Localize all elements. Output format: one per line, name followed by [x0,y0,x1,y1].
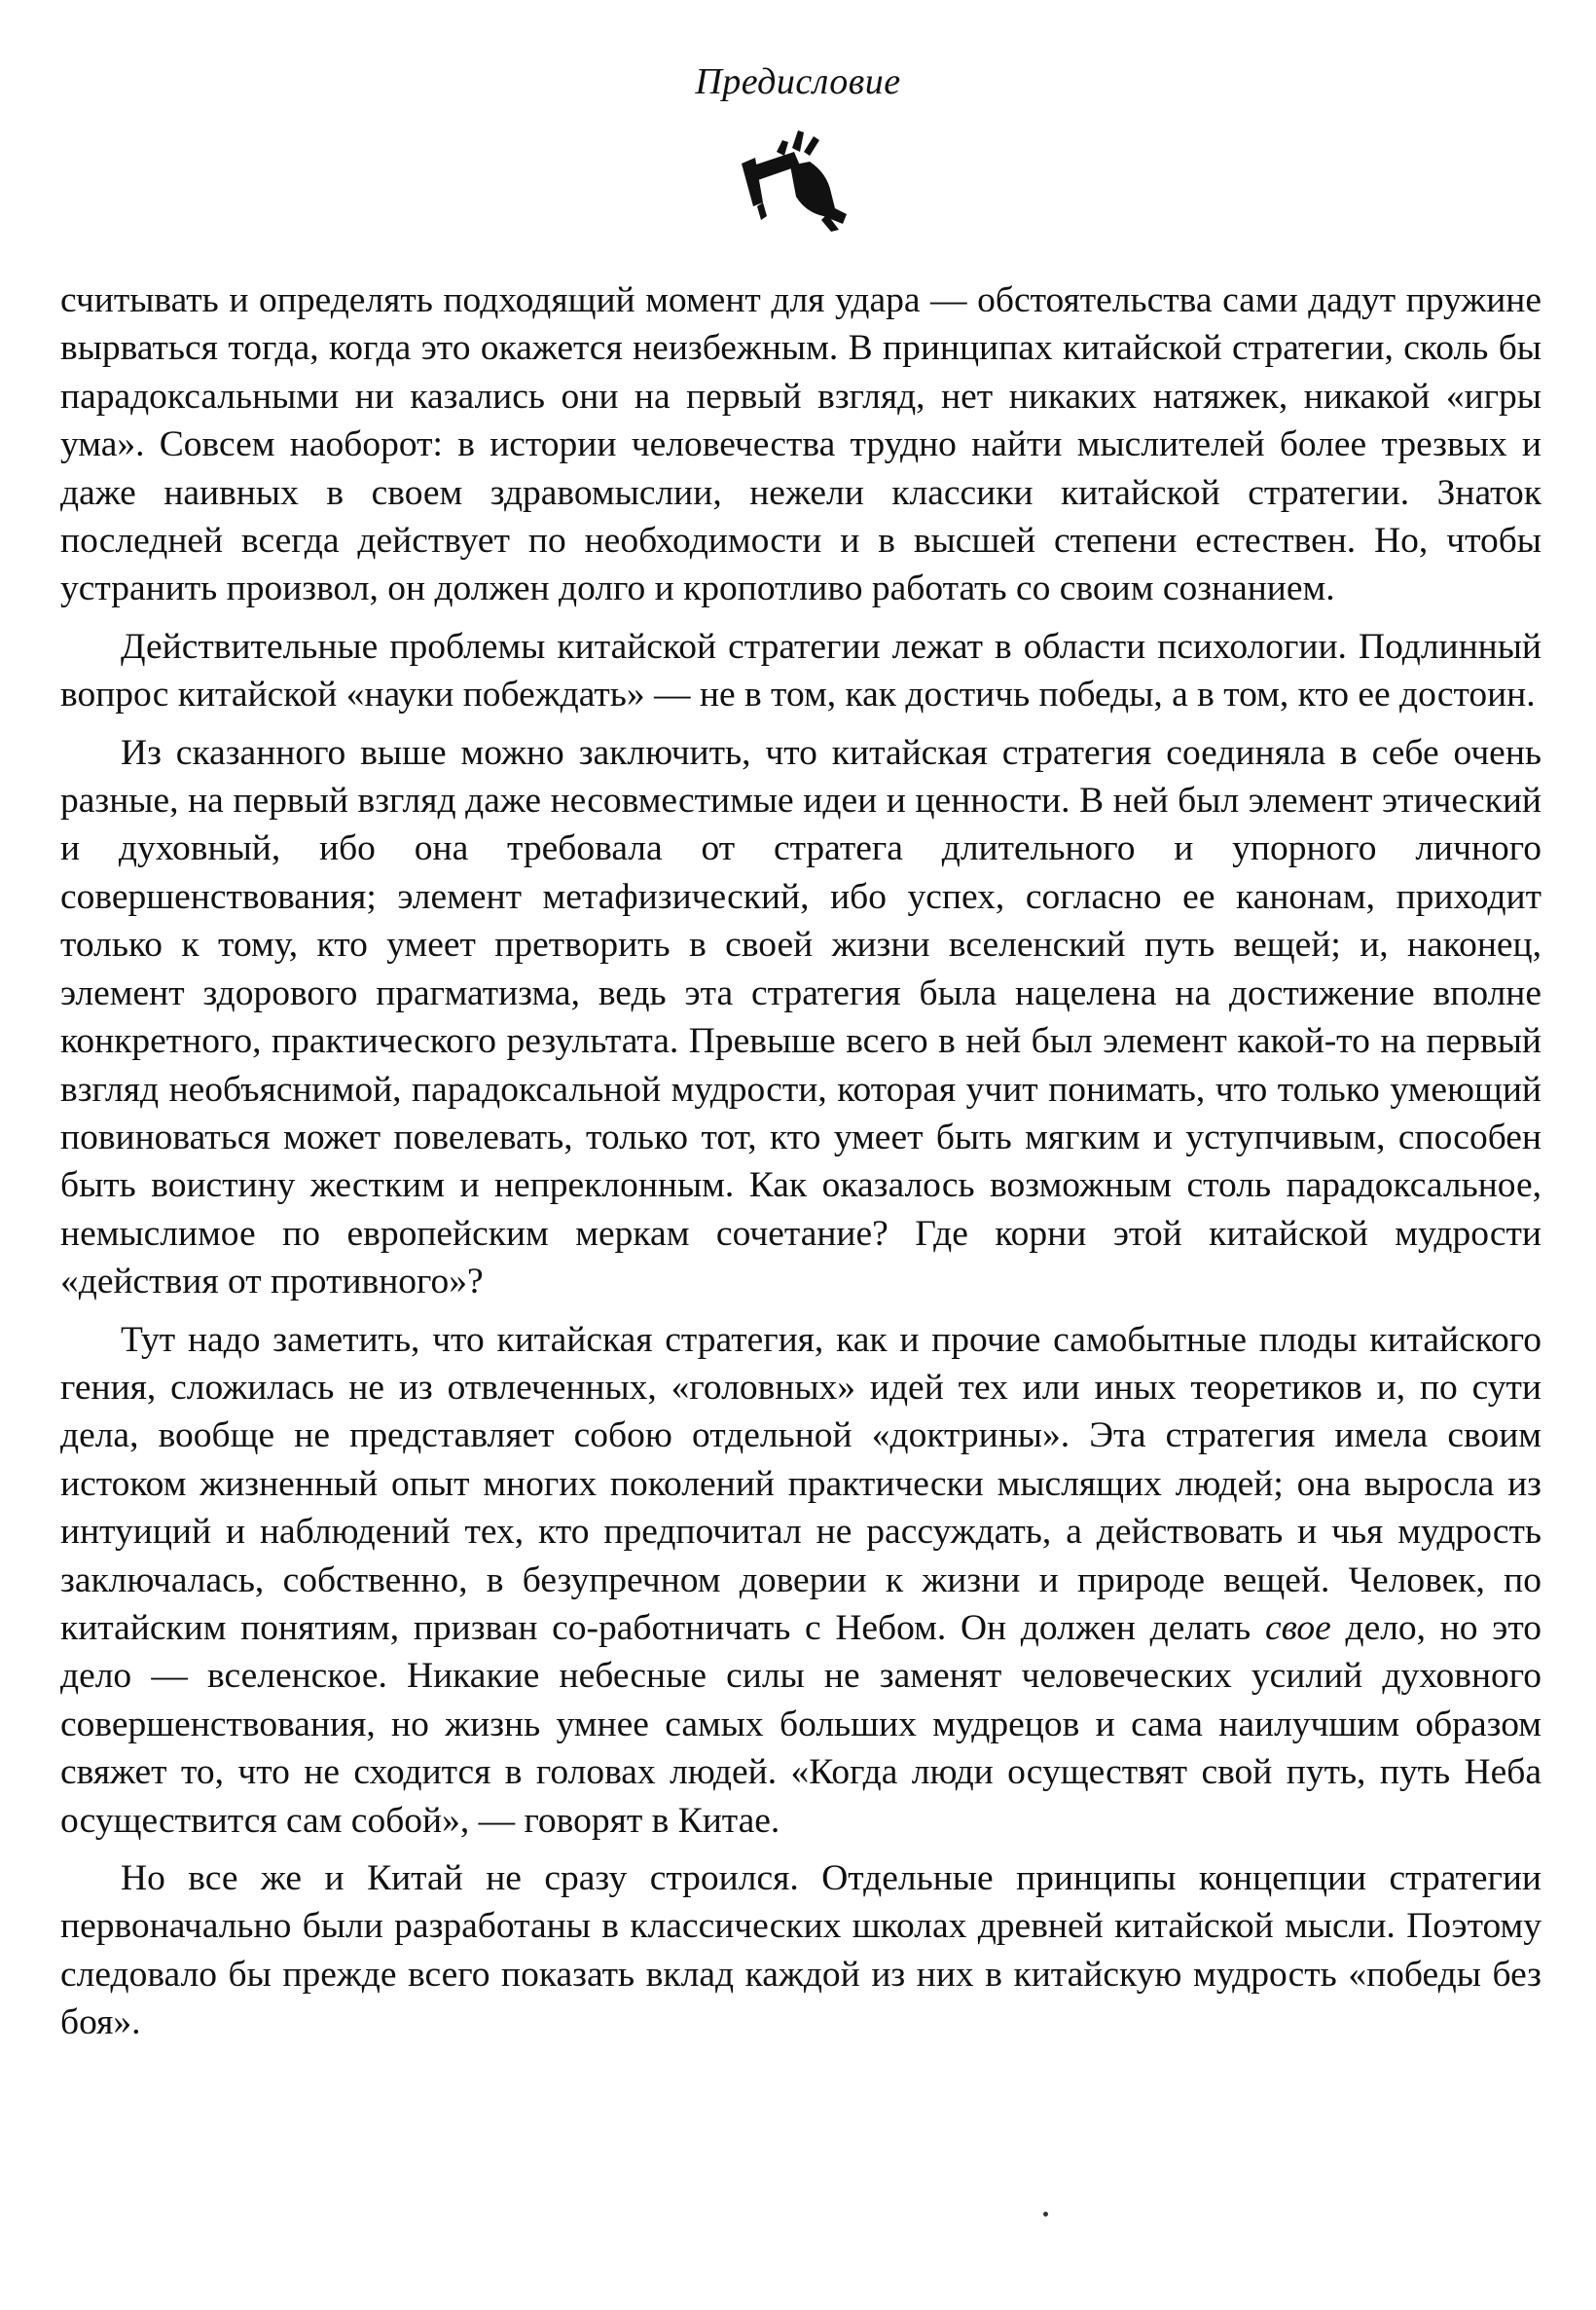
paragraph-2: Действительные проблемы китайской стратегии лежат в области психологии. Подлинный вопрос китайской «науки побеждать» — не в том, как достичь победы, а в том, кто ее достоин. [60,626,1542,715]
paragraph-1: считывать и определять подходящий момент для удара — обстоятельства сами дадут пружине вырваться тогда, когда это окажется неизбежным. В принципах китайской стратегии, сколь бы парадоксальными ни казались они на первый взгляд, нет никаких натяжек, никакой «игры ума». Совсем наоборот: в истории человечества трудно найти мыслителей более трезвых и даже наивных в своем здравомыслии, нежели классики китайской стратегии. Знаток последней всегда действует по необходимости и в высшей степени естествен. Но, чтобы устранить произвол, он должен долго и кропотливо работать со своим сознанием. [60,280,1542,609]
paragraph-4-part-1: Тут надо заметить, что китайская стратегия, как и прочие самобытные плоды китайского гения, сложилась не из отвлеченных, «головных» идей тех или иных теоретиков и, по сути дела, вообще не представляет собою отдельной «доктрины». Эта стратегия имела своим истоком жизненный опыт многих поколений практически мыслящих людей; она выросла из интуиций и наблюдений тех, кто предпочитал не рассуждать, а действовать и чья мудрость заключалась, собственно, в безупречном доверии к жизни и природе вещей. Человек, по китайским понятиям, призван со-работничать с Небом. Он должен делать [60,1319,1542,1648]
hieroglyph-ornament-icon [734,127,856,234]
running-title: Предисловие [695,61,901,102]
print-speck [1043,2212,1048,2217]
paragraph-3: Из сказанного выше можно заключить, что китайская стратегия соединяла в себе очень разные, на первый взгляд даже несовместимые идеи и ценности. В ней был элемент этический и духовный, ибо она требовала от стратега длительного и упорного личного совершенствования; элемент метафизический, ибо успех, согласно ее канонам, приходит только к тому, кто умеет претворить в своей жизни вселенский путь вещей; и, наконец, элемент здорового прагматизма, ведь эта стратегия была нацелена на достижение вполне конкретного, практического результата. Превыше всего в ней был элемент какой-то на первый взгляд необъяснимой, парадоксальной мудрости, которая учит понимать, что только умеющий повиноваться может повелевать, только тот, кто умеет быть мягким и уступчивым, способен быть воистину жестким и непреклонным. Как оказалось возможным столь парадоксальное, немыслимое по европейским меркам сочетание? Где корни этой китайской мудрости «действия от противного»? [60,732,1542,1302]
paragraph-4-emphasis: свое [1264,1607,1331,1648]
paragraph-5: Но все же и Китай не сразу строился. Отдельные принципы концепции стратегии первоначально были разработаны в классических школах древней китайской мысли. Поэтому следовало бы прежде всего показать вклад каждой из них в китайскую мудрость «победы без боя». [60,1858,1542,2043]
paragraph-4 [60,1316,1542,1845]
paragraph-4-part-2: дело, но это дело — вселенское. Никакие небесные силы не заменят человеческих усилий духовного совершенствования, но жизнь умнее самых больших мудрецов и сама наилучшим образом свяжет то, что не сходится в головах людей. «Когда люди осуществят свой путь, путь Неба осуществится сам собой», — говорят в Китае. [60,1607,1542,1841]
body-text [60,276,1542,2057]
